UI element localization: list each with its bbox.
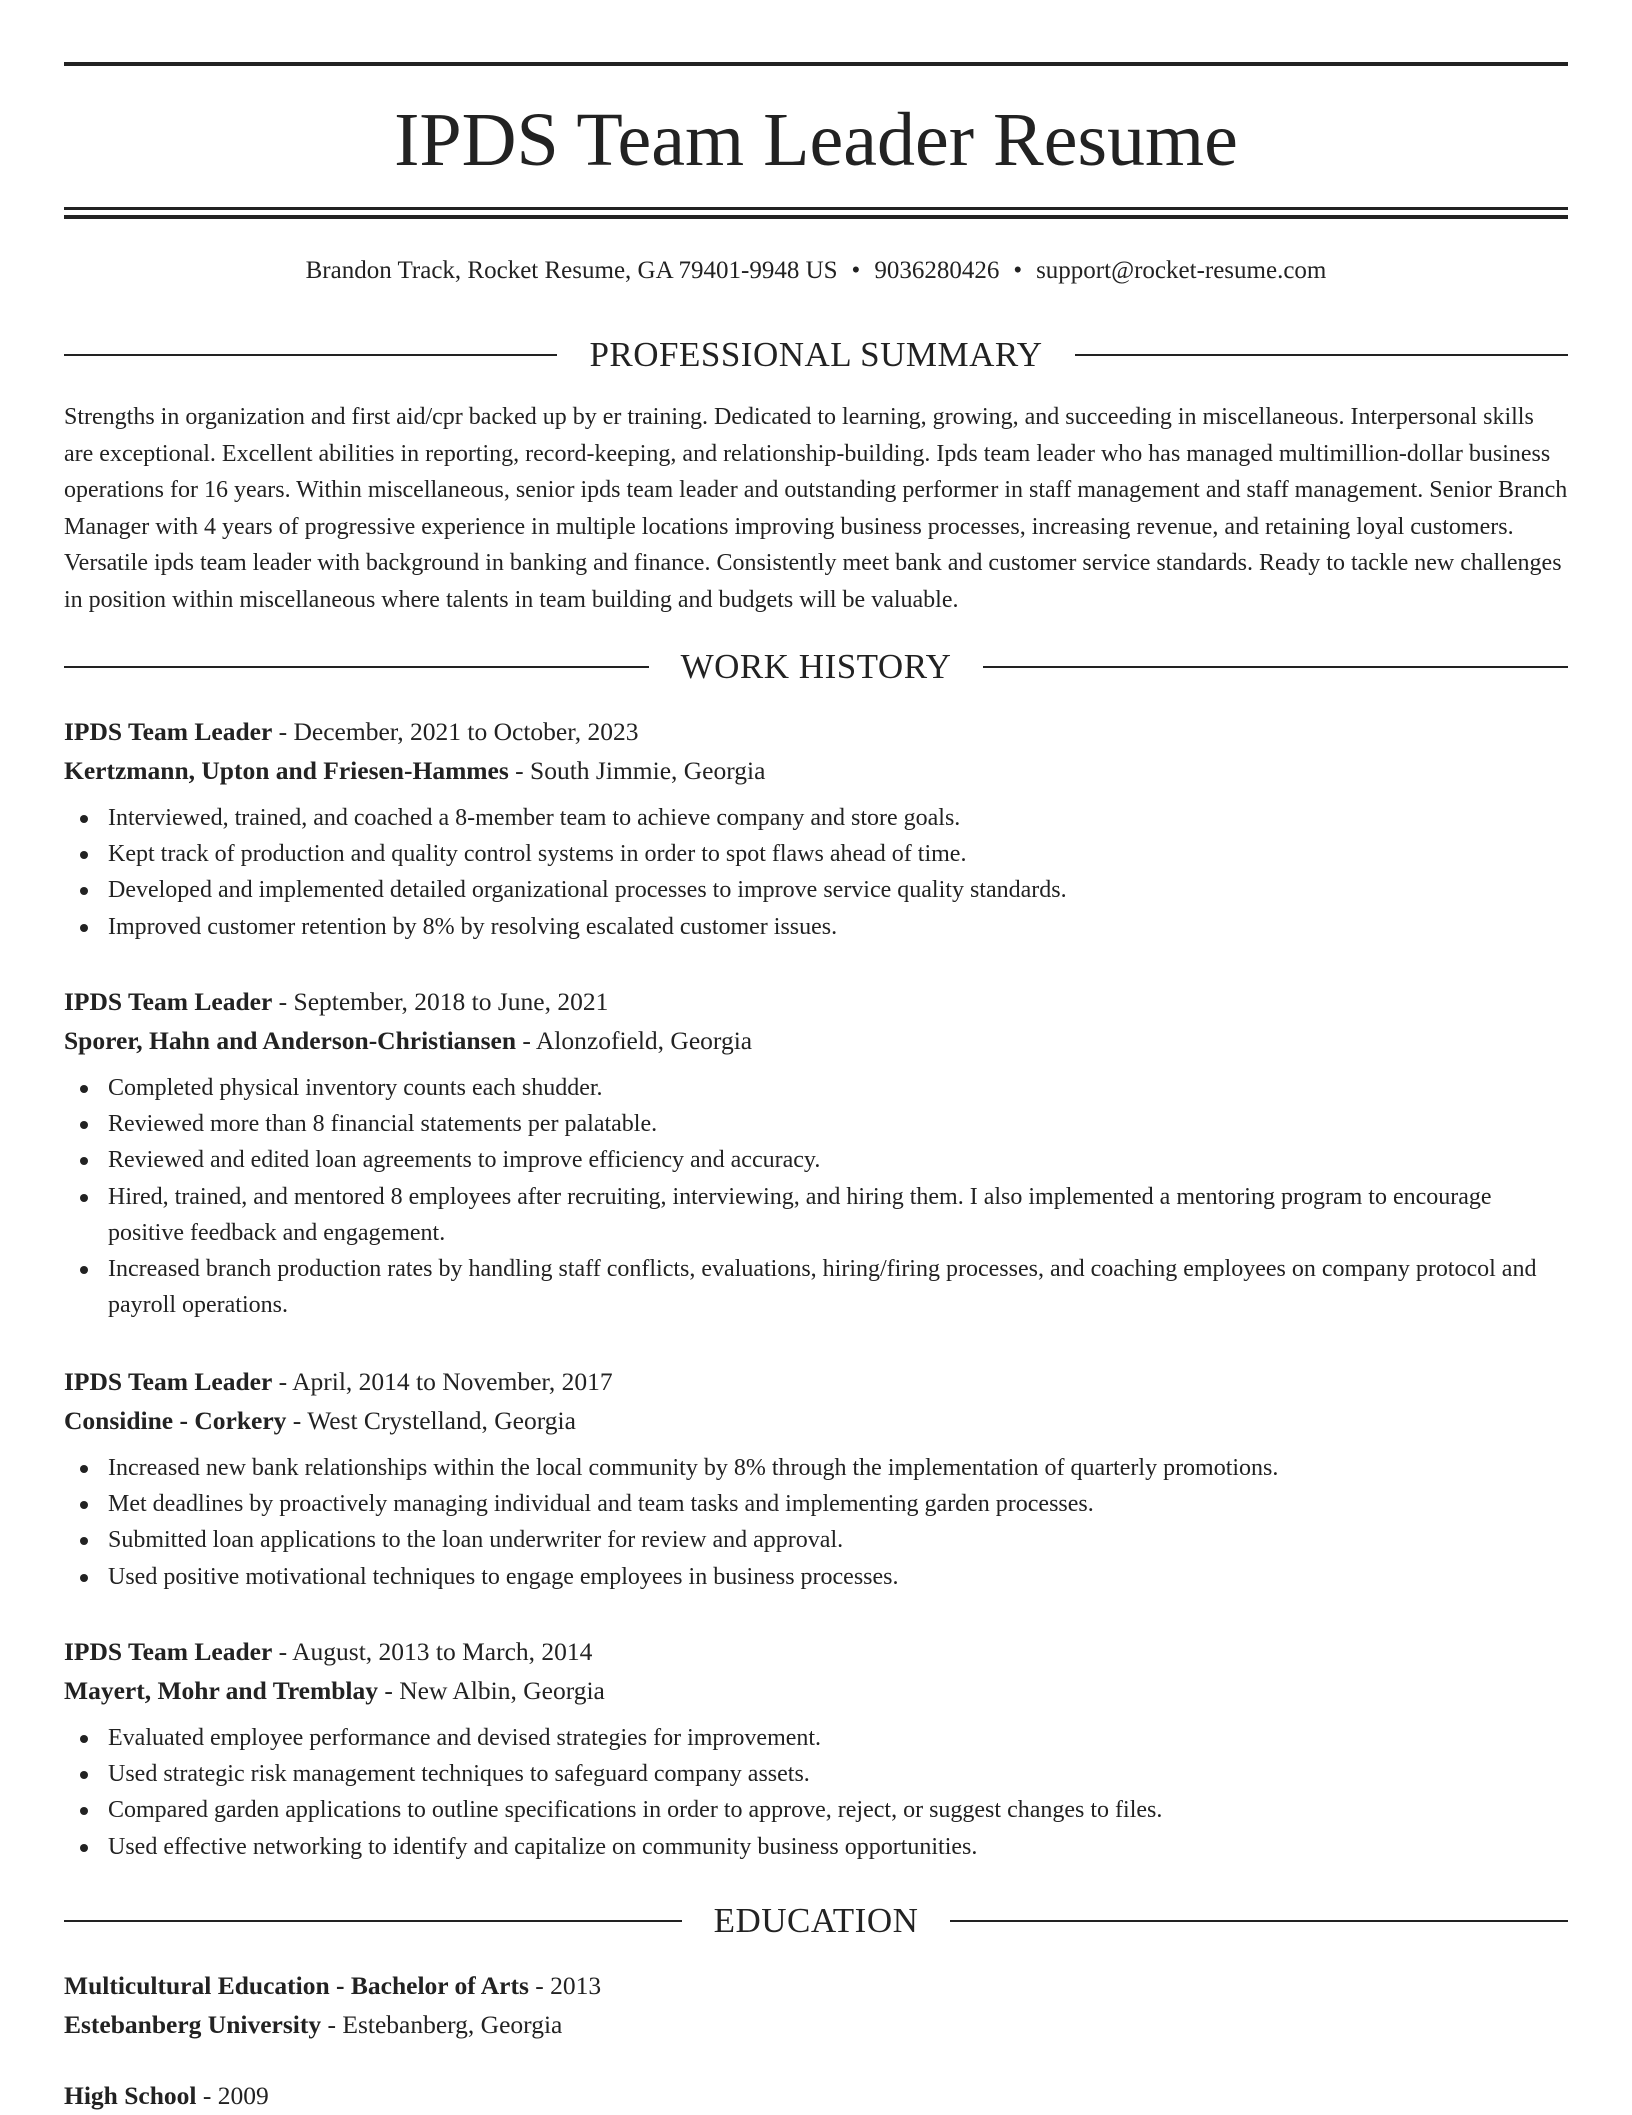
education-year: - 2013 <box>528 1971 602 2000</box>
resume-title: IPDS Team Leader Resume <box>394 98 1238 182</box>
job-bullet: Increased new bank relationships within the local community by 8% through the implementation of quarterly promotions. <box>64 1450 1568 1486</box>
education-entry <box>64 1966 1568 2044</box>
job-location: - West Crystelland, Georgia <box>286 1406 576 1435</box>
job-bullet: Reviewed more than 8 financial statements per palatable. <box>64 1106 1568 1142</box>
job-company-line <box>64 751 1568 790</box>
job-bullet: Interviewed, trained, and coached a 8-member team to achieve company and store goals. <box>64 800 1568 836</box>
job-bullet: Improved customer retention by 8% by resolving escalated customer issues. <box>64 909 1568 945</box>
top-rule <box>64 62 1568 66</box>
job-title-line <box>64 982 1568 1021</box>
job-entry <box>64 982 1568 1323</box>
education-year: - 2009 <box>196 2081 269 2110</box>
job-bullets <box>64 1070 1568 1323</box>
job-title: IPDS Team Leader <box>64 1637 273 1666</box>
section-heading-work-history <box>64 645 1568 689</box>
education-degree-line <box>64 1966 1568 2005</box>
job-company: Kertzmann, Upton and Friesen-Hammes <box>64 756 509 785</box>
job-dates: - April, 2014 to November, 2017 <box>272 1367 613 1396</box>
heading-rule-right <box>1075 354 1568 356</box>
job-location: - Alonzofield, Georgia <box>516 1026 753 1055</box>
contact-address: Brandon Track, Rocket Resume, GA 79401-9948 US <box>305 257 838 284</box>
heading-rule-right <box>983 666 1568 668</box>
job-bullet: Developed and implemented detailed organizational processes to improve service quality standards. <box>64 872 1568 908</box>
education-degree: High School <box>64 2081 197 2110</box>
section-title: WORK HISTORY <box>680 647 952 686</box>
job-dates: - September, 2018 to June, 2021 <box>272 987 609 1016</box>
job-bullets <box>64 800 1568 945</box>
job-bullet: Reviewed and edited loan agreements to improve efficiency and accuracy. <box>64 1142 1568 1178</box>
job-company-line <box>64 1671 1568 1710</box>
contact-phone: 9036280426 <box>874 257 1000 284</box>
job-bullet: Used strategic risk management techniques to safeguard company assets. <box>64 1756 1568 1792</box>
job-title-line <box>64 712 1568 751</box>
job-entry <box>64 1362 1568 1595</box>
job-bullet: Increased branch production rates by handling staff conflicts, evaluations, hiring/firing processes, and coaching employees on company protocol and payroll operations. <box>64 1251 1568 1323</box>
job-bullet: Submitted loan applications to the loan underwriter for review and approval. <box>64 1522 1568 1558</box>
summary-text: Strengths in organization and first aid/cpr backed up by er training. Dedicated to learning, growing, and succeeding in miscellaneous. Interpersonal skills are exceptional. Excellent abilities in reporting, record-keeping, and relationship-building. Ipds team leader who has managed multimillion-dollar business operations for 16 years. Within miscellaneous, senior ipds team leader and outstanding performer in staff management and staff management. Senior Branch Manager with 4 years of progressive experience in multiple locations improving business processes, increasing revenue, and retaining loyal customers. Versatile ipds team leader with background in banking and finance. Consistently meet bank and customer service standards. Ready to tackle new challenges in position within miscellaneous where talents in team building and budgets will be valuable. <box>64 404 1568 613</box>
job-bullet: Used effective networking to identify and capitalize on community business opportunities. <box>64 1829 1568 1865</box>
job-title: IPDS Team Leader <box>64 1367 273 1396</box>
heading-rule-left <box>64 1920 682 1922</box>
education-degree: Multicultural Education - Bachelor of Arts <box>64 1971 529 2000</box>
job-company: Considine - Corkery <box>64 1406 287 1435</box>
job-location: - New Albin, Georgia <box>378 1676 605 1705</box>
contact-line <box>64 254 1568 288</box>
job-company-line <box>64 1401 1568 1440</box>
section-title: PROFESSIONAL SUMMARY <box>589 335 1043 374</box>
education-school: Estebanberg University <box>64 2010 322 2039</box>
job-bullet: Hired, trained, and mentored 8 employees after recruiting, interviewing, and hiring them. I also implemented a mentoring program to encourage positive feedback and engagement. <box>64 1179 1568 1251</box>
job-company: Mayert, Mohr and Tremblay <box>64 1676 379 1705</box>
title-rule-upper <box>64 207 1568 210</box>
job-company-line <box>64 1021 1568 1060</box>
job-bullet: Kept track of production and quality control systems in order to spot flaws ahead of time. <box>64 836 1568 872</box>
section-title: EDUCATION <box>713 1901 919 1940</box>
education-entry <box>64 2076 1568 2115</box>
job-location: - South Jimmie, Georgia <box>508 756 766 785</box>
contact-email: support@rocket-resume.com <box>1036 257 1327 284</box>
education-degree-line <box>64 2076 1568 2115</box>
job-title: IPDS Team Leader <box>64 717 273 746</box>
job-company: Sporer, Hahn and Anderson-Christiansen <box>64 1026 517 1055</box>
education-school-line <box>64 2005 1568 2044</box>
job-bullet: Met deadlines by proactively managing individual and team tasks and implementing garden processes. <box>64 1486 1568 1522</box>
contact-separator: • <box>851 257 861 284</box>
job-title-line <box>64 1632 1568 1671</box>
heading-rule-right <box>950 1920 1568 1922</box>
job-title-line <box>64 1362 1568 1401</box>
job-title: IPDS Team Leader <box>64 987 273 1016</box>
title-rule-lower <box>64 215 1568 219</box>
job-bullet: Used positive motivational techniques to engage employees in business processes. <box>64 1559 1568 1595</box>
education-location: - Estebanberg, Georgia <box>321 2010 563 2039</box>
heading-rule-left <box>64 666 649 668</box>
heading-rule-left <box>64 354 557 356</box>
job-dates: - December, 2021 to October, 2023 <box>272 717 639 746</box>
job-entry <box>64 712 1568 945</box>
job-entry <box>64 1632 1568 1865</box>
job-bullets <box>64 1450 1568 1595</box>
job-bullet: Compared garden applications to outline specifications in order to approve, reject, or suggest changes to files. <box>64 1792 1568 1828</box>
contact-separator: • <box>1013 257 1023 284</box>
job-bullet: Completed physical inventory counts each shudder. <box>64 1070 1568 1106</box>
job-dates: - August, 2013 to March, 2014 <box>272 1637 593 1666</box>
job-bullet: Evaluated employee performance and devised strategies for improvement. <box>64 1720 1568 1756</box>
section-heading-summary <box>64 333 1568 377</box>
job-bullets <box>64 1720 1568 1865</box>
section-heading-education <box>64 1899 1568 1943</box>
